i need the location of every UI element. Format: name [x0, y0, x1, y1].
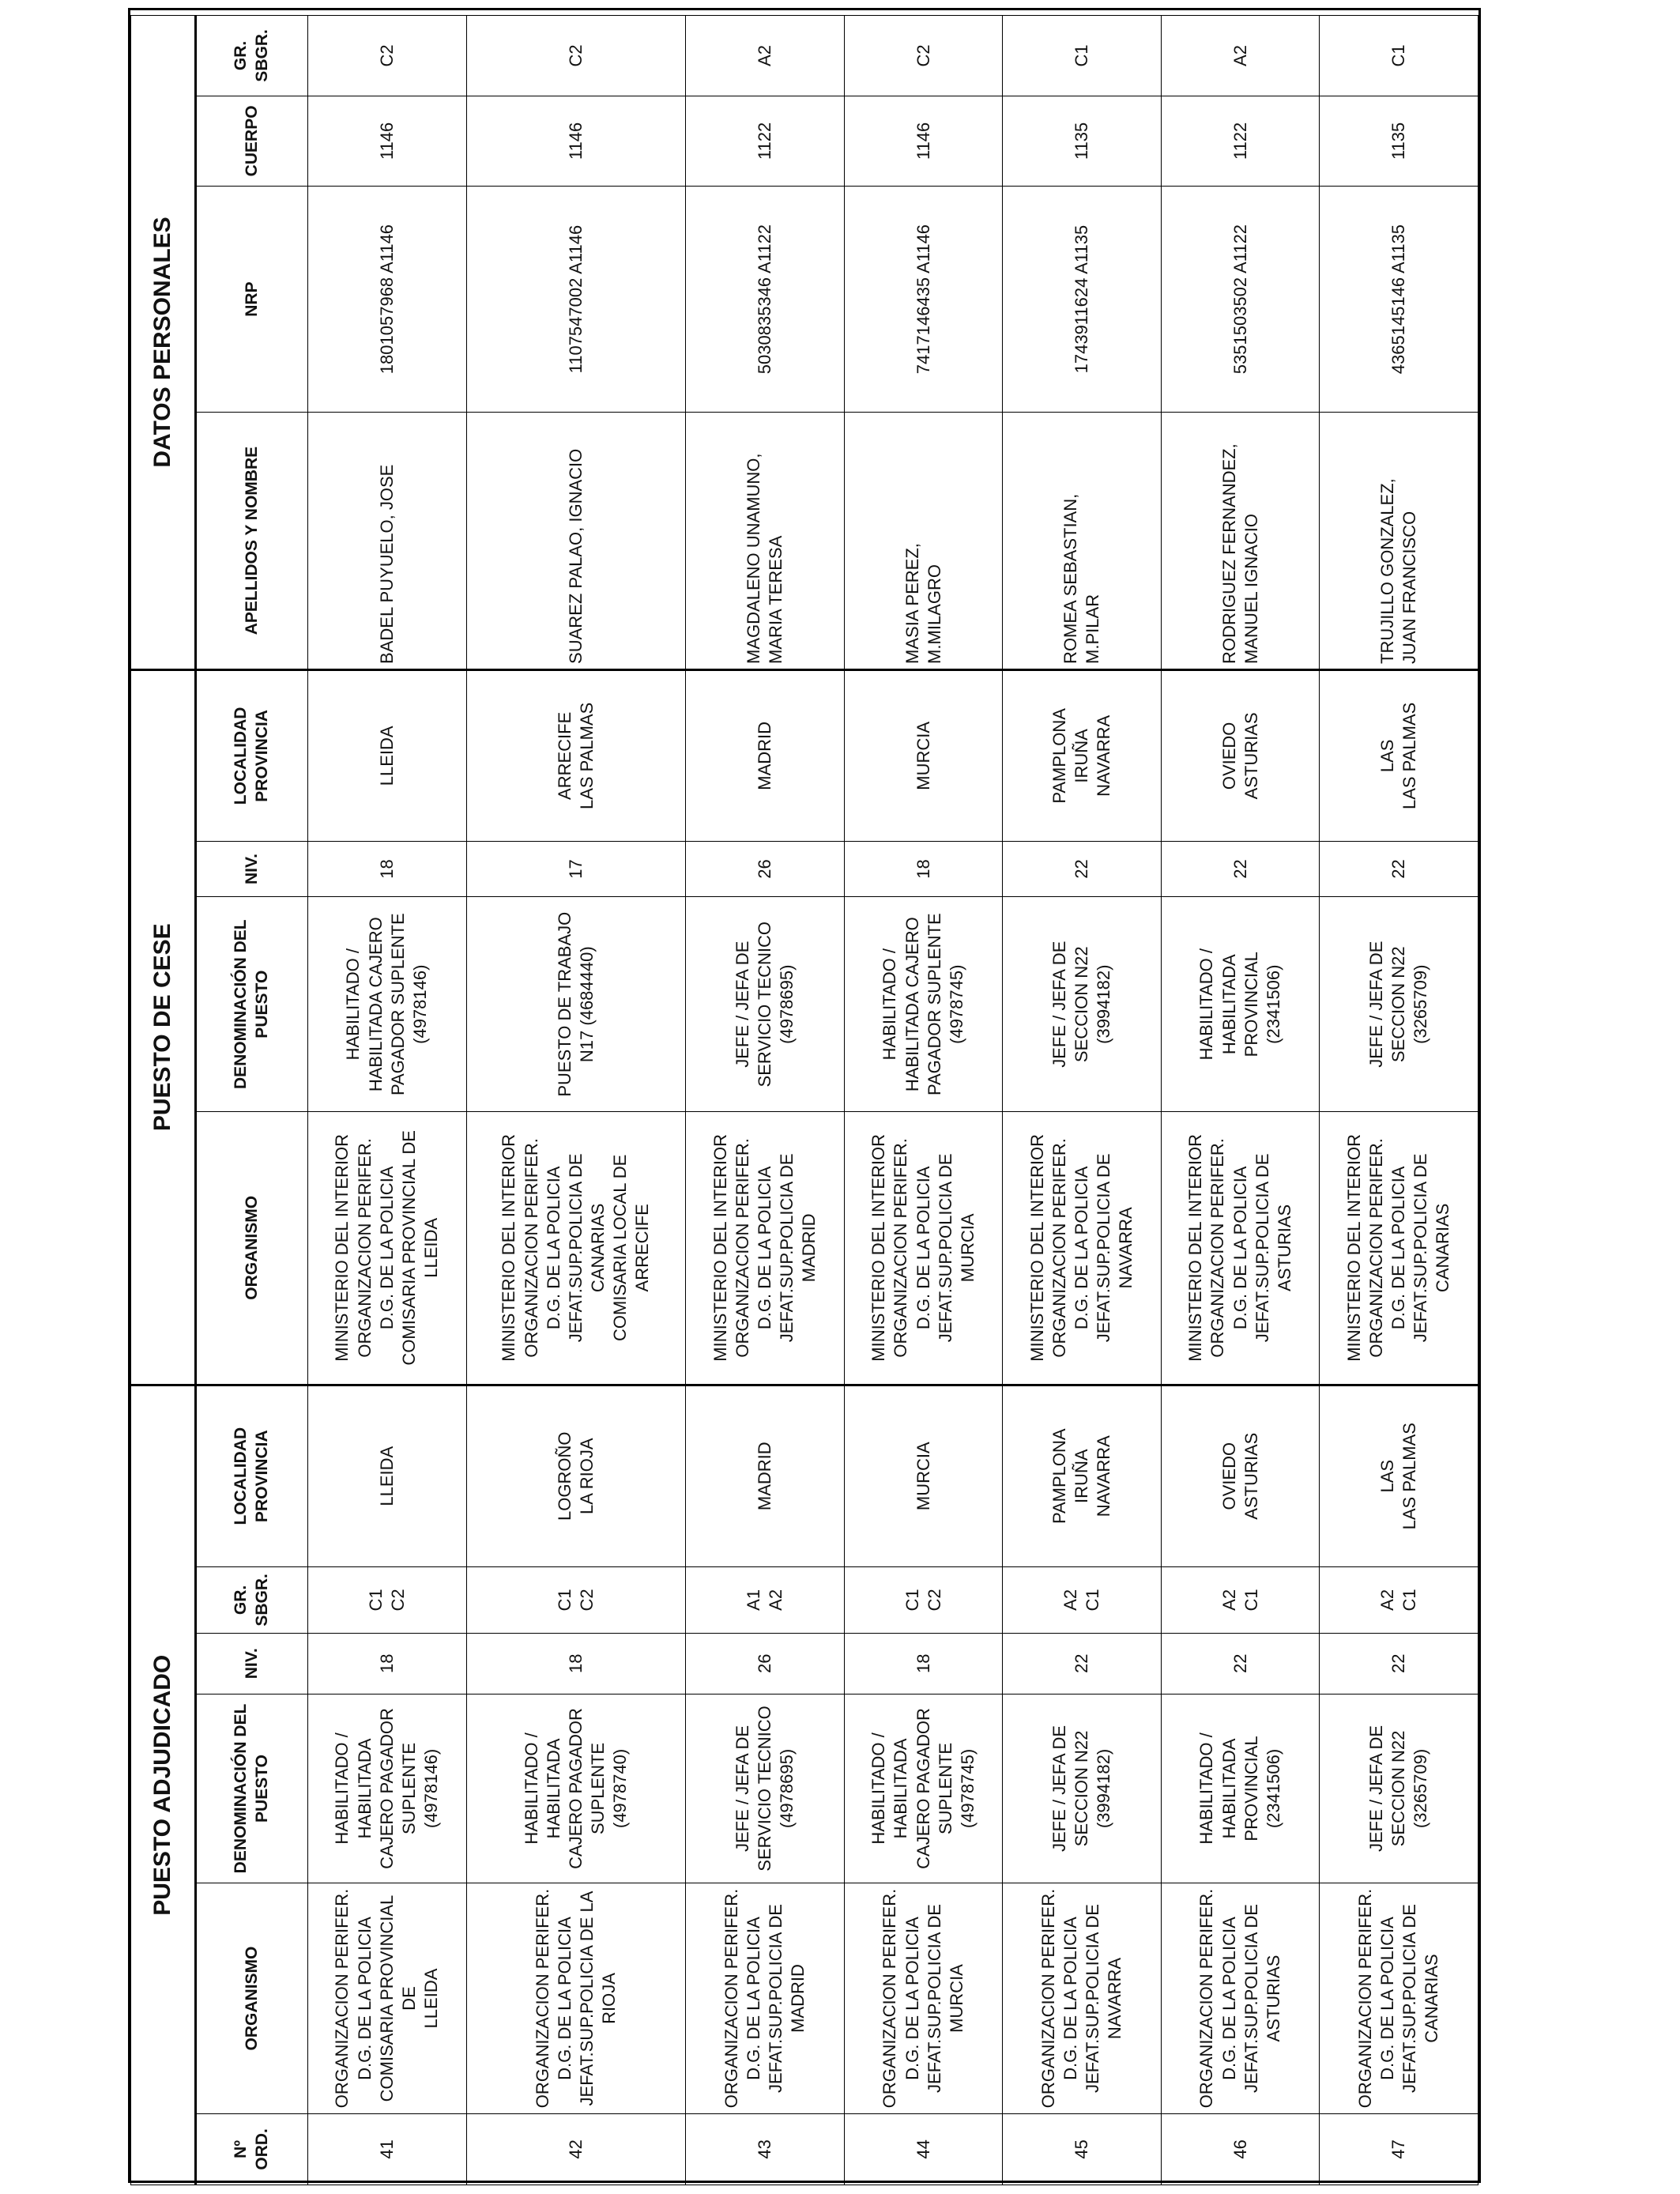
cell-adj-niv: 18 [844, 1633, 1003, 1694]
cell-adj-organismo-line: LLEIDA [420, 1968, 441, 2029]
cell-nrp: 1801057968 A1146 [308, 186, 467, 412]
cell-cese-organismo-line: ORGANIZACION PERIFER. [1049, 1138, 1069, 1358]
cell-cese-organismo-line: D.G. DE LA POLICIA [913, 1166, 933, 1330]
cell-cese-organismo-line: MINISTERIO DEL INTERIOR [1185, 1133, 1206, 1362]
cell-adj-organismo-line: D.G. DE LA POLICIA [354, 1917, 375, 2080]
table-row [466, 16, 686, 2185]
cell-adj-denominacion-line: HABILITADA [1219, 1738, 1239, 1839]
cell-cese-localidad-line: NAVARRA [1094, 714, 1114, 797]
table-row [308, 16, 467, 2185]
cell-cese-localidad [466, 669, 686, 841]
cell-cese-localidad [1003, 669, 1162, 841]
cell-adj-gr-line: A2 [1377, 1589, 1398, 1611]
header-cese-niv: NIV. [196, 841, 308, 897]
cell-adj-localidad [308, 1385, 467, 1566]
cell-adj-organismo-line: MADRID [788, 1964, 808, 2033]
cell-adj-organismo-line: JEFAT.SUP.POLICIA DE [766, 1904, 786, 2093]
cell-cese-denominacion-line: HABILITADO / [1196, 948, 1217, 1061]
cell-adj-localidad [1161, 1385, 1320, 1566]
cell-adj-gr [1320, 1566, 1478, 1633]
cell-adj-denominacion [308, 1694, 467, 1883]
cell-cese-organismo-line: ORGANIZACION PERIFER. [354, 1138, 375, 1358]
cell-cese-organismo-line: D.G. DE LA POLICIA [1072, 1166, 1092, 1330]
cell-apellidos [308, 413, 467, 670]
cell-cese-denominacion-line: HABILITADA [1219, 954, 1239, 1055]
cell-cese-niv: 17 [466, 841, 686, 897]
cell-cese-organismo-line: D.G. DE LA POLICIA [543, 1166, 563, 1330]
cell-gr: C1 [1003, 16, 1162, 96]
cell-cuerpo: 1122 [686, 96, 845, 186]
cell-adj-denominacion-line: HABILITADO / [1196, 1732, 1217, 1845]
cell-cuerpo: 1122 [1161, 96, 1320, 186]
cell-cese-localidad [686, 669, 845, 841]
cell-adj-denominacion-line: (4978146) [420, 1748, 441, 1829]
cell-cese-denominacion-line: JEFE / JEFA DE [1049, 941, 1069, 1068]
cell-cese-organismo-line: JEFAT.SUP.POLICIA DE [1094, 1153, 1114, 1343]
cell-adj-localidad-line: LAS [1377, 1459, 1398, 1493]
cell-cese-organismo-line: ASTURIAS [1274, 1204, 1294, 1291]
cell-cese-organismo-line: MINISTERIO DEL INTERIOR [499, 1133, 519, 1362]
cell-cese-organismo-line: JEFAT.SUP.POLICIA DE [777, 1153, 797, 1343]
cell-adj-gr [686, 1566, 845, 1633]
cell-adj-organismo-line: JEFAT.SUP.POLICIA DE LA [576, 1891, 597, 2106]
table-row [686, 16, 845, 2185]
cell-adj-organismo [1161, 1883, 1320, 2113]
cell-cese-organismo-line: CANARIAS [1433, 1203, 1453, 1293]
cell-cuerpo: 1135 [1320, 96, 1478, 186]
cell-cese-organismo-line: ORGANIZACION PERIFER. [732, 1138, 752, 1358]
cell-cese-denominacion-line: JEFE / JEFA DE [1365, 941, 1386, 1068]
cell-adj-organismo-line: CANARIAS [1422, 1954, 1442, 2043]
cell-adj-denominacion-line: SUPLENTE [398, 1742, 419, 1835]
cell-adj-gr-line: A2 [766, 1589, 786, 1611]
document-page [128, 8, 1481, 2183]
header-cese-localidad: LOCALIDAD PROVINCIA [196, 669, 308, 841]
cell-adj-organismo-line: D.G. DE LA POLICIA [554, 1917, 574, 2080]
cell-cese-denominacion-line: PAGADOR SUPLENTE [924, 913, 944, 1096]
cell-adj-denominacion-line: CAJERO PAGADOR [565, 1708, 586, 1869]
cell-adj-organismo-line: ORGANIZACION PERIFER. [880, 1888, 900, 2109]
cell-cese-denominacion-line: HABILITADO / [343, 948, 363, 1061]
cell-cese-organismo-line: MURCIA [957, 1213, 977, 1283]
header-ord: Nº ORD. [196, 2113, 308, 2185]
cell-cese-localidad [1320, 669, 1478, 841]
cell-gr: C2 [466, 16, 686, 96]
cell-cese-localidad-line: ASTURIAS [1241, 712, 1261, 800]
header-apellidos: APELLIDOS Y NOMBRE [196, 413, 308, 670]
header-adj-localidad: LOCALIDAD PROVINCIA [196, 1385, 308, 1566]
cell-nrp: 4365145146 A1135 [1320, 186, 1478, 412]
cell-adj-denominacion [1320, 1694, 1478, 1883]
header-cese-organismo: ORGANISMO [196, 1112, 308, 1385]
cell-adj-denominacion-line: HABILITADO / [868, 1732, 889, 1845]
cell-adj-organismo [466, 1883, 686, 2113]
cell-adj-gr-line: C1 [365, 1589, 386, 1612]
cell-adj-niv: 22 [1003, 1633, 1162, 1694]
cell-cese-denominacion-line: HABILITADA CAJERO [365, 917, 386, 1092]
cell-adj-organismo-line: JEFAT.SUP.POLICIA DE [1083, 1904, 1103, 2093]
cell-cese-denominacion-line: (4978745) [946, 964, 966, 1044]
cell-cese-denominacion-line: PROVINCIAL [1241, 952, 1261, 1057]
header-adj-denominacion: DENOMINACIÓN DEL PUESTO [196, 1694, 308, 1883]
cell-cese-organismo [1320, 1112, 1478, 1385]
cell-nrp: 1743911624 A1135 [1003, 186, 1162, 412]
cell-adj-localidad [1320, 1385, 1478, 1566]
cell-adj-gr-line: A2 [1060, 1589, 1081, 1611]
cell-adj-localidad [686, 1385, 845, 1566]
cell-cese-niv: 18 [308, 841, 467, 897]
cell-adj-organismo-line: MURCIA [946, 1964, 966, 2033]
cell-adj-organismo [308, 1883, 467, 2113]
cell-adj-organismo-line: D.G. DE LA POLICIA [1219, 1917, 1239, 2080]
cell-adj-denominacion-line: HABILITADO / [332, 1732, 352, 1845]
cell-gr: C1 [1320, 16, 1478, 96]
cell-cese-organismo-line: JEFAT.SUP.POLICIA DE [935, 1153, 955, 1343]
cell-cese-denominacion-line: N17 (4684440) [576, 946, 597, 1063]
cell-cese-organismo-line: COMISARIA LOCAL DE [610, 1154, 631, 1341]
cell-cese-denominacion-line: (2341506) [1263, 964, 1283, 1044]
cell-adj-organismo-line: D.G. DE LA POLICIA [1377, 1917, 1398, 2080]
cell-cese-organismo-line: ORGANIZACION PERIFER. [891, 1138, 911, 1358]
cell-adj-denominacion-line: (3994182) [1094, 1748, 1114, 1829]
cell-cese-organismo-line: D.G. DE LA POLICIA [376, 1166, 397, 1330]
cell-adj-niv: 18 [466, 1633, 686, 1694]
cell-adj-denominacion-line: HABILITADA [891, 1738, 911, 1839]
cell-cese-organismo-line: D.G. DE LA POLICIA [1230, 1166, 1250, 1330]
rotated-table-container [130, 10, 1483, 2185]
cell-cese-denominacion [308, 897, 467, 1112]
cell-adj-organismo-line: NAVARRA [1105, 1957, 1125, 2040]
cell-adj-localidad-line: LAS PALMAS [1399, 1423, 1420, 1530]
cell-cese-denominacion-line: (4978695) [777, 964, 797, 1044]
cell-adj-gr-line: C2 [924, 1589, 944, 1612]
cell-adj-denominacion [844, 1694, 1003, 1883]
cell-apellidos-line: MASIA PEREZ, [902, 543, 922, 664]
cell-apellidos-line: BADEL PUYUELO, JOSE [376, 464, 397, 664]
cell-apellidos [1003, 413, 1162, 670]
cell-adj-denominacion-line: (4978745) [957, 1748, 977, 1829]
cell-cese-localidad-line: IRUÑA [1072, 729, 1092, 783]
cell-ord: 41 [308, 2113, 467, 2185]
cell-adj-organismo-line: COMISARIA PROVINCIAL DE [376, 1894, 419, 2102]
cell-adj-localidad-line: IRUÑA [1072, 1449, 1092, 1503]
cell-adj-localidad-line: ASTURIAS [1241, 1432, 1261, 1520]
cell-apellidos-line: SUAREZ PALAO, IGNACIO [565, 448, 586, 664]
cell-cese-niv: 26 [686, 841, 845, 897]
cell-cese-organismo-line: JEFAT.SUP.POLICIA DE [1252, 1153, 1272, 1343]
cell-cese-denominacion [466, 897, 686, 1112]
cell-nrp: 5030835346 A1122 [686, 186, 845, 412]
cell-cese-organismo [844, 1112, 1003, 1385]
cell-adj-organismo-line: ORGANIZACION PERIFER. [1038, 1888, 1058, 2109]
cell-cese-denominacion [1003, 897, 1162, 1112]
cell-cese-denominacion [844, 897, 1003, 1112]
cell-adj-denominacion [686, 1694, 845, 1883]
header-adj-niv: NIV. [196, 1633, 308, 1694]
cell-adj-denominacion [1161, 1694, 1320, 1883]
cell-ord: 45 [1003, 2113, 1162, 2185]
cell-adj-organismo-line: ORGANIZACION PERIFER. [1196, 1888, 1217, 2109]
cell-cese-denominacion-line: SECCION N22 [1388, 946, 1409, 1063]
header-cese-denominacion: DENOMINACIÓN DEL PUESTO [196, 897, 308, 1112]
cell-cese-denominacion-line: (4978146) [409, 964, 430, 1044]
cell-cese-denominacion [1320, 897, 1478, 1112]
group-datos-personales: DATOS PERSONALES [131, 16, 196, 670]
cell-cese-localidad-line: LLEIDA [376, 726, 397, 786]
cell-adj-localidad-line: MADRID [755, 1442, 775, 1511]
cell-cese-organismo [466, 1112, 686, 1385]
column-header-row [196, 16, 308, 2185]
header-nrp: NRP [196, 186, 308, 412]
cell-cese-denominacion-line: SECCION N22 [1072, 946, 1092, 1063]
cell-cese-localidad-line: OVIEDO [1219, 722, 1239, 790]
cell-apellidos [1320, 413, 1478, 670]
cell-ord: 47 [1320, 2113, 1478, 2185]
cell-apellidos [1161, 413, 1320, 670]
table-row [844, 16, 1003, 2185]
cell-cese-organismo-line: ORGANIZACION PERIFER. [1365, 1138, 1386, 1358]
cell-adj-niv: 22 [1161, 1633, 1320, 1694]
cell-adj-localidad-line: OVIEDO [1219, 1442, 1239, 1510]
cell-cuerpo: 1135 [1003, 96, 1162, 186]
cell-adj-localidad-line: MURCIA [913, 1442, 933, 1511]
cell-adj-localidad-line: PAMPLONA [1049, 1428, 1069, 1525]
cell-adj-gr-line: C2 [387, 1589, 408, 1612]
cell-gr: A2 [1161, 16, 1320, 96]
cell-cese-organismo [308, 1112, 467, 1385]
cell-adj-organismo-line: ASTURIAS [1263, 1955, 1283, 2042]
cell-apellidos-line: M.PILAR [1083, 594, 1103, 664]
cell-apellidos-line: JUAN FRANCISCO [1399, 511, 1420, 664]
cell-apellidos-line: MAGDALENO UNAMUNO, [744, 453, 764, 664]
cell-ord: 43 [686, 2113, 845, 2185]
header-adj-gr: GR. SBGR. [196, 1566, 308, 1633]
cell-ord: 42 [466, 2113, 686, 2185]
cell-cuerpo: 1146 [844, 96, 1003, 186]
cell-gr: C2 [308, 16, 467, 96]
header-adj-organismo: ORGANISMO [196, 1883, 308, 2113]
cell-cese-denominacion-line: (3265709) [1411, 964, 1431, 1044]
cell-adj-organismo-line: ORGANIZACION PERIFER. [1354, 1888, 1375, 2109]
cell-adj-denominacion [1003, 1694, 1162, 1883]
cell-adj-organismo [1003, 1883, 1162, 2113]
cell-cese-localidad-line: LAS [1377, 739, 1398, 773]
cell-cese-localidad-line: LAS PALMAS [1399, 702, 1420, 810]
cell-cese-organismo-line: JEFAT.SUP.POLICIA DE [1411, 1153, 1431, 1343]
cell-apellidos-line: MANUEL IGNACIO [1241, 514, 1261, 664]
cell-adj-gr-line: A1 [744, 1589, 764, 1611]
cell-cese-organismo-line: MADRID [799, 1213, 819, 1283]
cell-adj-denominacion-line: PROVINCIAL [1241, 1736, 1261, 1842]
cell-cese-organismo-line: MINISTERIO DEL INTERIOR [1343, 1133, 1364, 1362]
cell-adj-gr [1161, 1566, 1320, 1633]
cell-adj-organismo-line: ORGANIZACION PERIFER. [721, 1888, 741, 2109]
cell-adj-organismo-line: JEFAT.SUP.POLICIA DE [1399, 1904, 1420, 2093]
cell-apellidos-line: M.MILAGRO [924, 564, 944, 664]
cell-cese-localidad-line: MURCIA [913, 721, 933, 790]
cell-gr: A2 [686, 16, 845, 96]
cell-adj-organismo-line: ORGANIZACION PERIFER. [332, 1888, 352, 2109]
cell-adj-denominacion-line: HABILITADA [543, 1738, 563, 1839]
cell-cese-localidad-line: PAMPLONA [1049, 708, 1069, 804]
cell-adj-denominacion-line: JEFE / JEFA DE [732, 1725, 752, 1853]
cell-cese-organismo-line: LLEIDA [420, 1217, 441, 1278]
cell-cese-denominacion-line: SERVICIO TECNICO [755, 921, 775, 1088]
cell-adj-denominacion-line: (3265709) [1411, 1748, 1431, 1829]
cell-apellidos-line: RODRIGUEZ FERNANDEZ, [1219, 443, 1239, 664]
cell-cese-denominacion-line: PUESTO DE TRABAJO [554, 911, 574, 1097]
cell-adj-denominacion-line: SUPLENTE [935, 1742, 955, 1835]
cell-cese-organismo-line: ORGANIZACION PERIFER. [1207, 1138, 1228, 1358]
cell-cuerpo: 1146 [466, 96, 686, 186]
cell-cese-organismo-line: CANARIAS [588, 1203, 608, 1293]
cell-adj-denominacion-line: SECCION N22 [1072, 1730, 1092, 1847]
cell-adj-localidad [466, 1385, 686, 1566]
group-puesto-cese: PUESTO DE CESE [131, 669, 196, 1385]
cell-ord: 46 [1161, 2113, 1320, 2185]
table-row [1003, 16, 1162, 2185]
cell-cese-organismo-line: COMISARIA PROVINCIAL DE [398, 1130, 419, 1366]
cell-adj-denominacion-line: (4978695) [777, 1748, 797, 1829]
cell-adj-denominacion [466, 1694, 686, 1883]
cell-cese-niv: 22 [1320, 841, 1478, 897]
cell-adj-niv: 26 [686, 1633, 845, 1694]
cell-adj-organismo [1320, 1883, 1478, 2113]
cell-apellidos [686, 413, 845, 670]
cell-apellidos-line: ROMEA SEBASTIAN, [1060, 493, 1081, 664]
cell-adj-localidad-line: LOGROÑO [554, 1431, 574, 1521]
cell-gr: C2 [844, 16, 1003, 96]
header-gr: GR. SBGR. [196, 16, 308, 96]
cell-adj-gr-line: C1 [554, 1589, 574, 1612]
cell-cese-organismo-line: D.G. DE LA POLICIA [1388, 1166, 1409, 1330]
cell-adj-gr [466, 1566, 686, 1633]
cell-cese-organismo-line: ARRECIFE [632, 1204, 653, 1292]
cell-adj-gr-line: C2 [576, 1589, 597, 1612]
cell-adj-localidad-line: NAVARRA [1094, 1435, 1114, 1517]
cell-adj-niv: 18 [308, 1633, 467, 1694]
cell-adj-denominacion-line: JEFE / JEFA DE [1365, 1725, 1386, 1853]
cell-adj-denominacion-line: HABILITADA [354, 1738, 375, 1839]
cell-adj-denominacion-line: JEFE / JEFA DE [1049, 1725, 1069, 1853]
cell-nrp: 5351503502 A1122 [1161, 186, 1320, 412]
cell-cese-organismo-line: NAVARRA [1116, 1207, 1136, 1289]
cell-cese-localidad-line: ARRECIFE [554, 711, 574, 800]
table-body [308, 16, 1478, 2185]
table-row [1161, 16, 1320, 2185]
cell-cese-organismo-line: ORGANIZACION PERIFER. [521, 1138, 541, 1358]
cell-adj-gr-line: A2 [1219, 1589, 1239, 1611]
cell-adj-organismo-line: JEFAT.SUP.POLICIA DE [924, 1904, 944, 2093]
cell-cese-organismo-line: MINISTERIO DEL INTERIOR [710, 1133, 730, 1362]
cell-cese-denominacion [1161, 897, 1320, 1112]
cell-cese-localidad-line: MADRID [755, 721, 775, 790]
cell-adj-organismo-line: D.G. DE LA POLICIA [902, 1917, 922, 2080]
cell-cese-denominacion-line: HABILITADA CAJERO [902, 917, 922, 1092]
cell-adj-organismo-line: JEFAT.SUP.POLICIA DE [1241, 1904, 1261, 2093]
cell-apellidos-line: MARIA TERESA [766, 535, 786, 664]
cell-adj-denominacion-line: SERVICIO TECNICO [755, 1706, 775, 1872]
cell-adj-localidad [1003, 1385, 1162, 1566]
group-puesto-adjudicado: PUESTO ADJUDICADO [131, 1385, 196, 2185]
cell-apellidos [466, 413, 686, 670]
cell-adj-organismo-line: ORGANIZACION PERIFER. [532, 1888, 552, 2109]
cell-adj-localidad-line: LA RIOJA [576, 1438, 597, 1515]
cell-adj-denominacion-line: CAJERO PAGADOR [376, 1708, 397, 1869]
cell-nrp: 1107547002 A1146 [466, 186, 686, 412]
cell-adj-localidad [844, 1385, 1003, 1566]
cell-adj-denominacion-line: (4978740) [610, 1748, 631, 1829]
resolution-table [130, 15, 1478, 2185]
cell-adj-gr [844, 1566, 1003, 1633]
cell-cese-denominacion [686, 897, 845, 1112]
cell-cese-localidad [308, 669, 467, 841]
cell-adj-organismo [686, 1883, 845, 2113]
cell-cese-localidad-line: LAS PALMAS [576, 702, 597, 810]
cell-adj-organismo-line: D.G. DE LA POLICIA [1060, 1917, 1081, 2080]
cell-adj-denominacion-line: SECCION N22 [1388, 1730, 1409, 1847]
cell-cese-niv: 22 [1161, 841, 1320, 897]
cell-adj-localidad-line: LLEIDA [376, 1446, 397, 1506]
cell-cese-organismo [1161, 1112, 1320, 1385]
cell-adj-gr-line: C1 [902, 1589, 922, 1612]
cell-cese-organismo-line: JEFAT.SUP.POLICIA DE [565, 1153, 586, 1343]
cell-adj-organismo-line: D.G. DE LA POLICIA [744, 1917, 764, 2080]
cell-cese-organismo-line: MINISTERIO DEL INTERIOR [332, 1133, 352, 1362]
cell-adj-niv: 22 [1320, 1633, 1478, 1694]
cell-cese-niv: 22 [1003, 841, 1162, 897]
cell-cese-denominacion-line: PAGADOR SUPLENTE [387, 913, 408, 1096]
cell-cese-organismo-line: MINISTERIO DEL INTERIOR [868, 1133, 889, 1362]
header-cuerpo: CUERPO [196, 96, 308, 186]
cell-cese-denominacion-line: (3994182) [1094, 964, 1114, 1044]
cell-adj-organismo-line: RIOJA [599, 1973, 620, 2024]
cell-cese-localidad [1161, 669, 1320, 841]
table-row [1320, 16, 1478, 2185]
group-header-row [131, 16, 196, 2185]
cell-cese-organismo-line: D.G. DE LA POLICIA [755, 1166, 775, 1330]
cell-nrp: 7417146435 A1146 [844, 186, 1003, 412]
cell-adj-denominacion-line: HABILITADO / [521, 1732, 541, 1845]
cell-adj-gr-line: C1 [1241, 1589, 1261, 1612]
cell-cese-organismo-line: MINISTERIO DEL INTERIOR [1026, 1133, 1047, 1362]
cell-cese-localidad [844, 669, 1003, 841]
cell-adj-denominacion-line: CAJERO PAGADOR [913, 1708, 933, 1869]
cell-adj-gr [308, 1566, 467, 1633]
cell-cese-organismo [686, 1112, 845, 1385]
cell-adj-denominacion-line: SUPLENTE [588, 1742, 608, 1835]
cell-cese-denominacion-line: JEFE / JEFA DE [732, 941, 752, 1068]
cell-adj-gr [1003, 1566, 1162, 1633]
cell-adj-denominacion-line: (2341506) [1263, 1748, 1283, 1829]
cell-apellidos-line: TRUJILLO GONZALEZ, [1377, 478, 1398, 664]
cell-ord: 44 [844, 2113, 1003, 2185]
cell-apellidos [844, 413, 1003, 670]
cell-cese-denominacion-line: HABILITADO / [880, 948, 900, 1061]
cell-cese-organismo [1003, 1112, 1162, 1385]
cell-adj-gr-line: C1 [1083, 1589, 1103, 1612]
cell-cese-niv: 18 [844, 841, 1003, 897]
cell-cuerpo: 1146 [308, 96, 467, 186]
cell-adj-organismo [844, 1883, 1003, 2113]
cell-adj-gr-line: C1 [1399, 1589, 1420, 1612]
